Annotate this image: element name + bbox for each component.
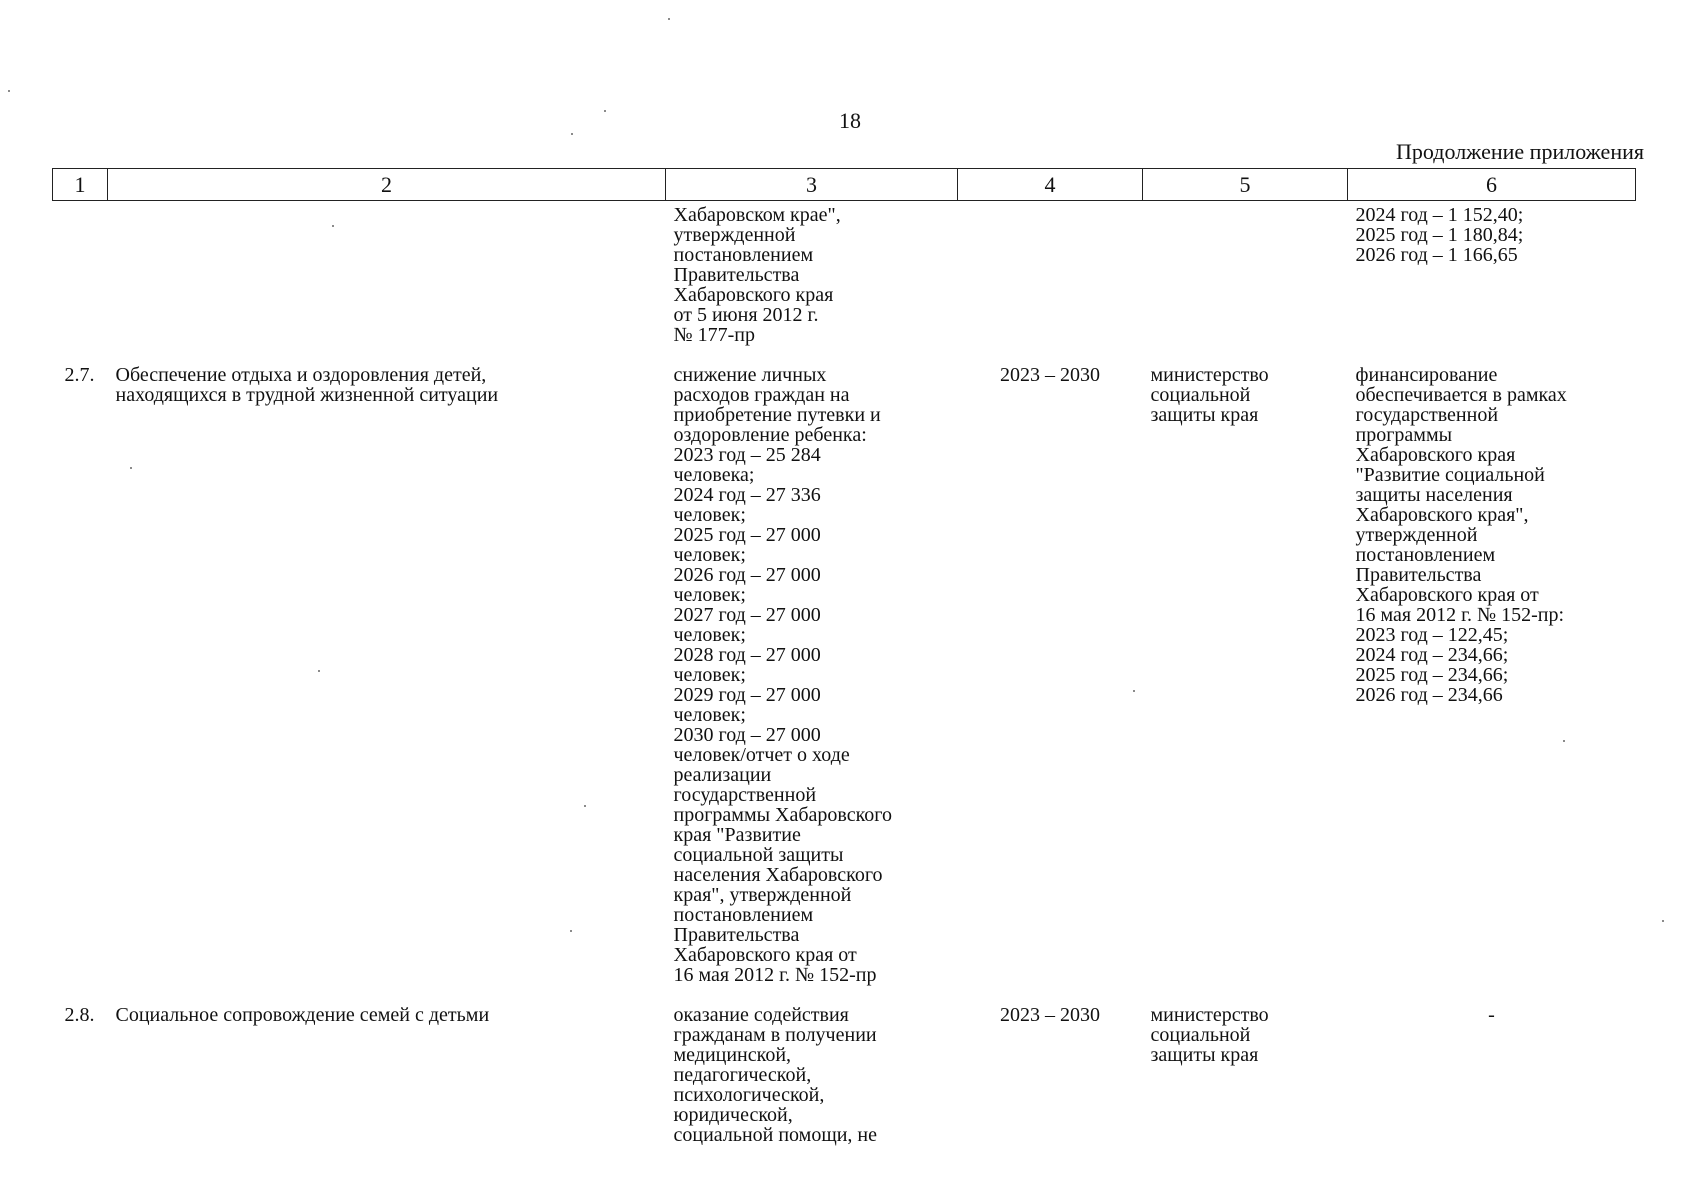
scan-speck xyxy=(1133,690,1135,692)
header-row xyxy=(53,169,1636,201)
measure-name xyxy=(108,201,666,346)
executor xyxy=(1143,201,1348,346)
column-header-5: 5 xyxy=(1143,169,1348,201)
continuation-label: Продолжение приложения xyxy=(1396,139,1644,164)
row-number: 2.7. xyxy=(64,364,95,386)
scan-speck xyxy=(130,467,132,469)
table-row-2-8 xyxy=(53,985,1636,1145)
scan-speck xyxy=(1563,740,1565,742)
scan-speck xyxy=(318,670,320,672)
scan-speck xyxy=(571,133,573,135)
financing xyxy=(1348,985,1636,1145)
scan-speck xyxy=(584,805,586,807)
executor: министерство социальной защиты края xyxy=(1150,1004,1269,1066)
row-number xyxy=(53,201,108,346)
scan-speck xyxy=(570,930,572,932)
scan-speck xyxy=(1662,920,1664,922)
expected-result: Хабаровском крае", утвержденной постановлением Правительства Хабаровского края от 5 июня 2012 г. № 177-пр xyxy=(673,204,841,346)
scan-speck xyxy=(668,18,670,20)
financing: финансирование обеспечивается в рамках государственной программы Хабаровского края "Развитие социальной защиты населения Хабаровского края", утвержденной постановлением Правительства Хабаровского края от 16 мая 2012 г. № 152-пр: 2023 год – 122,45; 2024 год – 234,66; 2025 год – 234,66; 2026 год – 234,66 xyxy=(1355,364,1567,706)
column-header-2: 2 xyxy=(108,169,666,201)
scan-speck xyxy=(332,225,334,227)
column-header-6: 6 xyxy=(1348,169,1636,201)
table-row-2-7 xyxy=(53,345,1636,985)
scan-speck xyxy=(8,90,10,92)
financing-dash: - xyxy=(1488,1004,1495,1026)
column-header-4: 4 xyxy=(958,169,1143,201)
expected-result: оказание содействия гражданам в получении медицинской, педагогической, психологической, юридической, социальной помощи, не xyxy=(673,1004,878,1146)
measure-name: Социальное сопровождение семей с детьми xyxy=(115,1004,490,1026)
scan-speck xyxy=(604,110,606,112)
table-header xyxy=(53,169,1636,201)
column-header-3: 3 xyxy=(666,169,958,201)
implementation-period: 2023 – 2030 xyxy=(1000,1004,1100,1026)
financing: 2024 год – 1 152,40; 2025 год – 1 180,84; 2026 год – 1 166,65 xyxy=(1355,204,1524,266)
appendix-table xyxy=(52,168,1636,1145)
implementation-period xyxy=(958,201,1143,346)
implementation-period: 2023 – 2030 xyxy=(1000,364,1100,386)
column-header-1: 1 xyxy=(53,169,108,201)
table-row-continued xyxy=(53,201,1636,346)
executor: министерство социальной защиты края xyxy=(1150,364,1269,426)
table-body xyxy=(53,201,1636,1146)
page-number: 18 xyxy=(839,108,861,133)
measure-name: Обеспечение отдыха и оздоровления детей, находящихся в трудной жизненной ситуации xyxy=(115,364,499,406)
expected-result: снижение личных расходов граждан на приобретение путевки и оздоровление ребенка: 2023 год – 25 284 человека; 2024 год – 27 336 человек; 2025 год – 27 000 человек; 2026 год – 27 000 человек; 2027 год – 27 000 человек; 2028 год – 27 000 человек; 2029 год – 27 000 человек; 2030 год – 27 000 человек/отчет о ходе реализации государственной программы Хабаровского края "Развитие социальной защиты населения Хабаровского края", утвержденной постановлением Правительства Хабаровского края от 16 мая 2012 г. № 152-пр xyxy=(673,364,893,986)
row-number: 2.8. xyxy=(64,1004,95,1026)
